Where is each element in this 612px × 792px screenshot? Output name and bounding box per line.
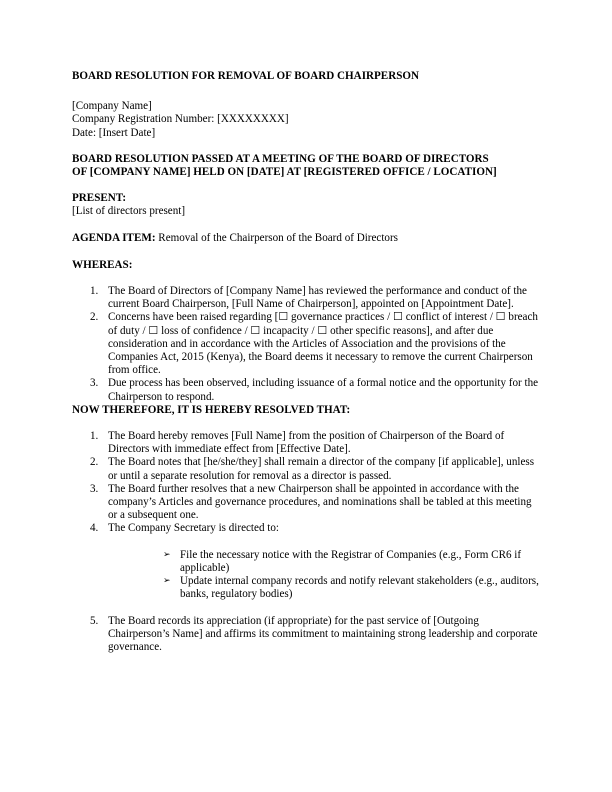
list-item	[72, 456, 542, 482]
list-number: 2.	[90, 311, 99, 324]
list-item-text: The Board hereby removes [Full Name] from the position of Chairperson of the Board of Directors with immediate effect from [Effective Date].	[108, 430, 505, 456]
meeting-heading-line-2: OF [COMPANY NAME] HELD ON [DATE] AT [REGISTERED OFFICE / LOCATION]	[72, 166, 497, 179]
list-item	[72, 311, 542, 377]
list-number: 3.	[90, 377, 99, 390]
whereas-list	[72, 285, 542, 404]
sub-list-item-text: File the necessary notice with the Registrar of Companies (e.g., Form CR6 if applicable)	[180, 548, 522, 574]
document-page	[72, 70, 542, 654]
resolved-label: NOW THEREFORE, IT IS HEREBY RESOLVED THAT:	[72, 403, 351, 416]
company-name: [Company Name]	[72, 100, 152, 113]
present-label: PRESENT:	[72, 192, 127, 205]
list-item	[72, 615, 542, 655]
meeting-heading	[72, 153, 542, 179]
sub-list-item	[108, 575, 542, 601]
secretary-subitems	[108, 549, 542, 602]
list-item-text: Due process has been observed, including issuance of a formal notice and the opportunity for the Chairperson to respond.	[108, 377, 539, 403]
company-details	[72, 100, 542, 140]
present-value: [List of directors present]	[72, 205, 186, 218]
list-item-text: The Board further resolves that a new Chairperson shall be appointed in accordance with the company’s Articles and governance procedures, and nominations shall be tabled at this meeting or a subsequent one.	[108, 482, 532, 522]
list-item-text: The Board records its appreciation (if appropriate) for the past service of [Outgoing Chairperson’s Name] and affirms its commitment to maintaining strong leadership and corporate governance.	[108, 614, 538, 653]
company-registration-number: Company Registration Number: [XXXXXXXX]	[72, 113, 289, 126]
agenda-value: Removal of the Chairperson of the Board of Directors	[155, 231, 398, 244]
list-item	[72, 285, 542, 311]
list-number: 4.	[90, 522, 99, 535]
list-item	[72, 483, 542, 523]
list-number: 1.	[90, 285, 99, 298]
list-item	[72, 522, 542, 601]
document-title: BOARD RESOLUTION FOR REMOVAL OF BOARD CHAIRPERSON	[72, 70, 420, 82]
whereas-label: WHEREAS:	[72, 258, 133, 271]
list-item	[72, 377, 542, 403]
list-item-text: The Company Secretary is directed to:	[108, 522, 279, 535]
sub-list-item	[108, 549, 542, 575]
list-item-text: The Board of Directors of [Company Name] has reviewed the performance and conduct of the current Board Chairperson, [Full Name of Chairperson], appointed on [Appointment Date].	[108, 285, 527, 311]
resolution-date: Date: [Insert Date]	[72, 126, 156, 139]
list-number: 3.	[90, 482, 99, 495]
agenda-item	[72, 232, 542, 245]
arrow-bullet-icon: ➢	[163, 549, 171, 560]
list-item-text: The Board notes that [he/she/they] shall remain a director of the company [if applicable], unless or until a separate resolution for removal as a director is passed.	[108, 456, 535, 482]
meeting-heading-line-1: BOARD RESOLUTION PASSED AT A MEETING OF THE BOARD OF DIRECTORS	[72, 152, 489, 165]
list-number: 5.	[90, 614, 99, 627]
agenda-label: AGENDA ITEM:	[72, 231, 156, 244]
list-item	[72, 430, 542, 456]
resolved-list	[72, 430, 542, 654]
present-section	[72, 192, 542, 218]
list-number: 2.	[90, 456, 99, 469]
sub-list-item-text: Update internal company records and notify relevant stakeholders (e.g., auditors, banks, regulatory bodies)	[180, 575, 539, 601]
list-number: 1.	[90, 430, 99, 443]
list-item-text: Concerns have been raised regarding [☐ governance practices / ☐ conflict of interest / ☐ breach of duty / ☐ loss of confidence / ☐ incapacity / ☐ other specific reasons], and after due consideration and in accordance with the Articles of Association and the provisions of the Companies Act, 2015 (Kenya), the Board deems it necessary to remove the current Chairperson from office.	[108, 311, 538, 377]
arrow-bullet-icon: ➢	[163, 576, 171, 587]
